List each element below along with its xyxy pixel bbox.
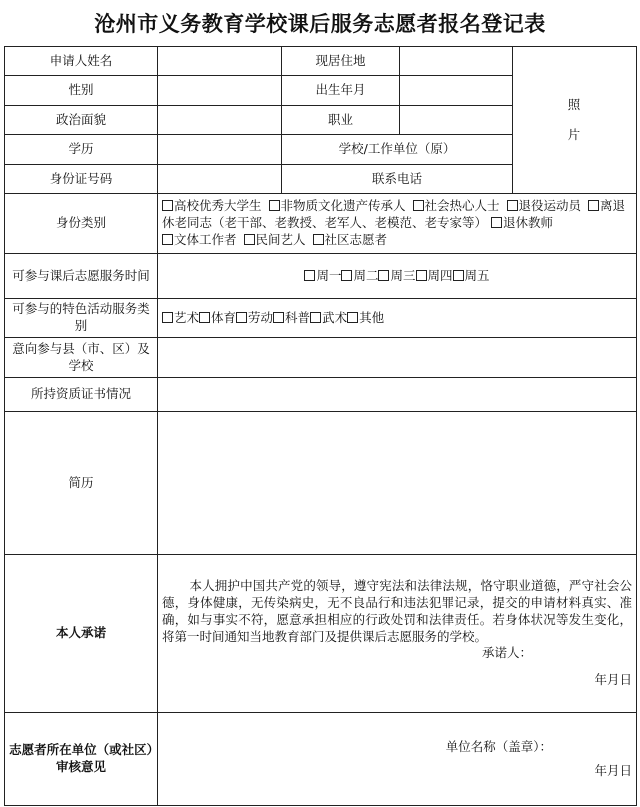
verification-cell[interactable] xyxy=(158,713,637,806)
school-work-label: 学校/工作单位（原） xyxy=(282,135,513,165)
identity-option[interactable]: 社会热心人士 xyxy=(413,198,500,213)
checkbox-icon xyxy=(162,200,173,211)
checkbox-icon xyxy=(162,234,173,245)
identity-option[interactable]: 退休教师 xyxy=(491,215,553,230)
verification-unit: 单位名称（盖章）： xyxy=(445,739,552,755)
identity-option[interactable]: 非物质文化遗产传承人 xyxy=(269,198,406,213)
activity-options xyxy=(158,299,637,338)
identity-options xyxy=(158,194,637,254)
registration-table xyxy=(4,46,637,806)
resume-field[interactable] xyxy=(158,412,637,555)
birth-label: 出生年月 xyxy=(282,76,400,106)
activity-label: 可参与的特色活动服务类别 xyxy=(5,299,158,338)
checkbox-icon xyxy=(341,270,352,281)
checkbox-icon xyxy=(269,200,280,211)
id-number-label: 身份证号码 xyxy=(5,165,158,194)
verification-label: 志愿者所在单位（或社区）审核意见 xyxy=(5,713,158,806)
promise-signer: 承诺人： xyxy=(481,645,532,661)
activity-option[interactable]: 科普 xyxy=(273,310,310,325)
identity-option[interactable]: 高校优秀大学生 xyxy=(162,198,262,213)
time-option[interactable]: 周四 xyxy=(416,268,453,283)
checkbox-icon xyxy=(416,270,427,281)
time-option[interactable]: 周一 xyxy=(304,268,341,283)
activity-option[interactable]: 体育 xyxy=(199,310,236,325)
politics-field[interactable] xyxy=(158,106,282,135)
photo-label-2: 片 xyxy=(567,127,582,142)
checkbox-icon xyxy=(304,270,315,281)
contact-label: 联系电话 xyxy=(282,165,513,194)
identity-option[interactable]: 民间艺人 xyxy=(244,232,306,247)
checkbox-icon xyxy=(507,200,518,211)
promise-cell xyxy=(158,555,637,713)
identity-option[interactable]: 社区志愿者 xyxy=(313,232,388,247)
identity-label: 身份类别 xyxy=(5,194,158,254)
checkbox-icon xyxy=(236,312,247,323)
identity-option[interactable]: 离退休老同志（老干部、老教授、老军人、老模范、老专家等） xyxy=(162,198,626,231)
identity-option[interactable]: 退役运动员 xyxy=(507,198,582,213)
time-option[interactable]: 周二 xyxy=(341,268,378,283)
occupation-field[interactable] xyxy=(400,106,513,135)
gender-label: 性别 xyxy=(5,76,158,106)
photo-label-1: 照 xyxy=(567,97,582,112)
time-option[interactable]: 周三 xyxy=(378,268,415,283)
identity-option[interactable]: 文体工作者 xyxy=(162,232,237,247)
time-label: 可参与课后志愿服务时间 xyxy=(5,254,158,299)
checkbox-icon xyxy=(310,312,321,323)
certificate-field[interactable] xyxy=(158,378,637,412)
certificate-label: 所持资质证书情况 xyxy=(5,378,158,412)
promise-text: 本人拥护中国共产党的领导，遵守宪法和法律法规，恪守职业道德，严守社会公德，身体健康，无传染病史，无不良品行和违法犯罪记录，提交的申请材料真实、准确，如与事实不符，愿意承担相应的行政处罚和法律责任。若身体状况等发生变化，将第一时间通知当地教育部门及提供课后志愿服务的学校。 xyxy=(162,577,632,644)
address-label: 现居住地 xyxy=(282,47,400,76)
checkbox-icon xyxy=(378,270,389,281)
activity-option[interactable]: 劳动 xyxy=(236,310,273,325)
education-label: 学历 xyxy=(5,135,158,165)
birth-field[interactable] xyxy=(400,76,513,106)
county-field[interactable] xyxy=(158,338,637,378)
name-label: 申请人姓名 xyxy=(5,47,158,76)
checkbox-icon xyxy=(313,234,324,245)
time-options xyxy=(158,254,637,299)
id-number-field[interactable] xyxy=(158,165,282,194)
occupation-label: 职业 xyxy=(282,106,400,135)
activity-option[interactable]: 武术 xyxy=(310,310,347,325)
promise-label: 本人承诺 xyxy=(5,555,158,713)
activity-option[interactable]: 其他 xyxy=(347,310,384,325)
gender-field[interactable] xyxy=(158,76,282,106)
checkbox-icon xyxy=(273,312,284,323)
name-field[interactable] xyxy=(158,47,282,76)
checkbox-icon xyxy=(453,270,464,281)
checkbox-icon xyxy=(244,234,255,245)
address-field[interactable] xyxy=(400,47,513,76)
resume-label: 简历 xyxy=(5,412,158,555)
checkbox-icon xyxy=(588,200,599,211)
checkbox-icon xyxy=(162,312,173,323)
promise-date: 年月日 xyxy=(594,672,632,688)
checkbox-icon xyxy=(199,312,210,323)
time-option[interactable]: 周五 xyxy=(453,268,490,283)
verification-date: 年月日 xyxy=(594,763,632,778)
activity-option[interactable]: 艺术 xyxy=(162,310,199,325)
photo-cell[interactable] xyxy=(513,47,637,194)
checkbox-icon xyxy=(413,200,424,211)
politics-label: 政治面貌 xyxy=(5,106,158,135)
checkbox-icon xyxy=(347,312,358,323)
county-label: 意向参与县（市、区）及学校 xyxy=(5,338,158,378)
checkbox-icon xyxy=(491,217,502,228)
education-field[interactable] xyxy=(158,135,282,165)
form-title: 沧州市义务教育学校课后服务志愿者报名登记表 xyxy=(94,11,546,36)
